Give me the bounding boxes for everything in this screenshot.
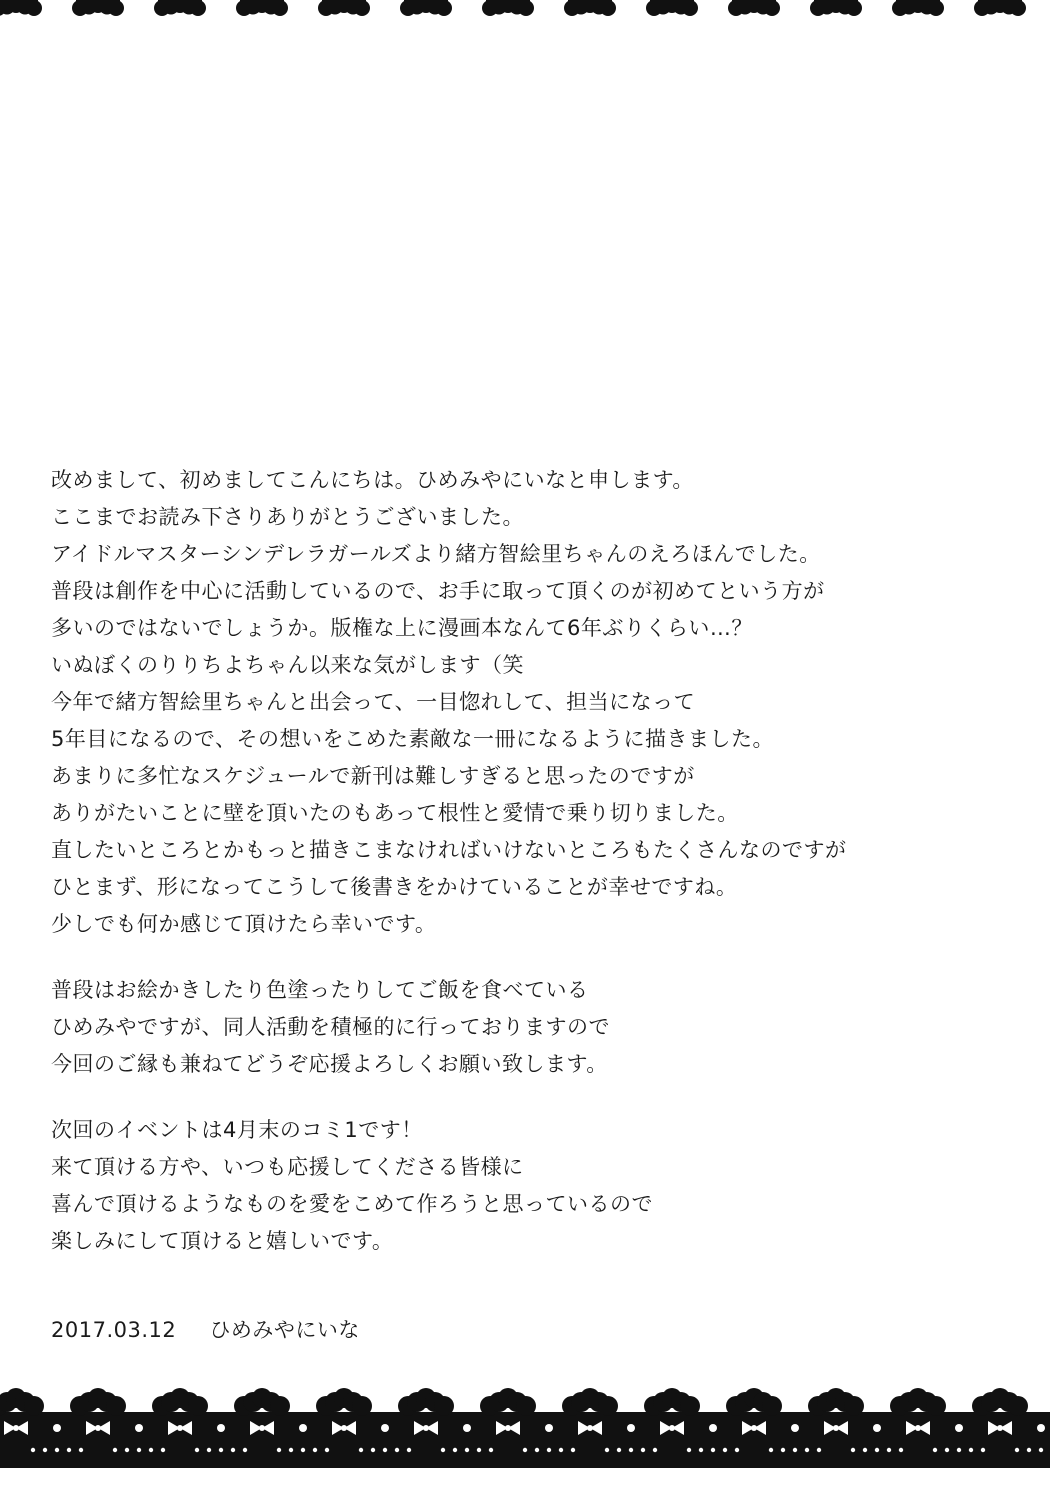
lace-border-top bbox=[0, 0, 1050, 26]
signature bbox=[51, 1312, 360, 1349]
lace-eyelet bbox=[195, 1448, 199, 1452]
lace-scallop bbox=[808, 1388, 864, 1416]
lace-eyelet bbox=[395, 1448, 399, 1452]
lace-flower bbox=[154, 0, 206, 16]
paragraph-3 bbox=[51, 1112, 1011, 1260]
lace-eyelet bbox=[463, 1424, 471, 1432]
lace-eyelet bbox=[887, 1448, 891, 1452]
lace-eyelet bbox=[899, 1448, 903, 1452]
lace-eyelet bbox=[817, 1448, 821, 1452]
lace-eyelet bbox=[687, 1448, 691, 1452]
lace-eyelet bbox=[441, 1448, 445, 1452]
text-line: ひめみやですが、同人活動を積極的に行っておりますので bbox=[51, 1015, 610, 1039]
lace-band bbox=[0, 1412, 1050, 1468]
lace-eyelet bbox=[1039, 1448, 1043, 1452]
lace-eyelet bbox=[957, 1448, 961, 1452]
lace-eyelet bbox=[53, 1424, 61, 1432]
lace-eyelet bbox=[711, 1448, 715, 1452]
lace-eyelet bbox=[383, 1448, 387, 1452]
lace-eyelet bbox=[545, 1424, 553, 1432]
text-line: あまりに多忙なスケジュールで新刊は難しすぎると思ったのですが bbox=[51, 764, 695, 788]
lace-scallop bbox=[972, 1388, 1028, 1416]
lace-flower bbox=[646, 0, 698, 16]
lace-eyelet bbox=[381, 1424, 389, 1432]
text-line: 普段はお絵かきしたり色塗ったりしてご飯を食べている bbox=[51, 978, 589, 1002]
lace-eyelet bbox=[1027, 1448, 1031, 1452]
lace-scallop bbox=[70, 1388, 126, 1416]
text-line: 今回のご縁も兼ねてどうぞ応援よろしくお願い致します。 bbox=[51, 1052, 608, 1076]
lace-eyelet bbox=[231, 1448, 235, 1452]
lace-eyelet bbox=[523, 1448, 527, 1452]
lace-eyelet bbox=[559, 1448, 563, 1452]
lace-eyelet bbox=[149, 1448, 153, 1452]
lace-eyelet bbox=[709, 1424, 717, 1432]
lace-eyelet bbox=[653, 1448, 657, 1452]
lace-eyelet bbox=[125, 1448, 129, 1452]
text-line: ひとまず、形になってこうして後書きをかけていることが幸せですね。 bbox=[51, 875, 738, 899]
lace-eyelet bbox=[325, 1448, 329, 1452]
lace-flower bbox=[564, 0, 616, 16]
text-line: ありがたいことに壁を頂いたのもあって根性と愛情で乗り切りました。 bbox=[51, 801, 739, 825]
lace-eyelet bbox=[617, 1448, 621, 1452]
lace-eyelet bbox=[299, 1424, 307, 1432]
lace-eyelet bbox=[31, 1448, 35, 1452]
lace-eyelet bbox=[641, 1448, 645, 1452]
lace-eyelet bbox=[629, 1448, 633, 1452]
lace-eyelet bbox=[477, 1448, 481, 1452]
lace-flower bbox=[974, 0, 1026, 16]
lace-scallop bbox=[398, 1388, 454, 1416]
lace-eyelet bbox=[43, 1448, 47, 1452]
lace-eyelet bbox=[723, 1448, 727, 1452]
text-line: 5年目になるので、その想いをこめた素敵な一冊になるように描きました。 bbox=[51, 727, 774, 751]
lace-eyelet bbox=[371, 1448, 375, 1452]
text-line: いぬぼくのりりちよちゃん以来な気がします（笑 bbox=[51, 653, 524, 677]
lace-eyelet bbox=[79, 1448, 83, 1452]
lace-eyelet bbox=[289, 1448, 293, 1452]
text-line: 改めまして、初めましてこんにちは。ひめみやにいなと申します。 bbox=[51, 468, 694, 492]
lace-eyelet bbox=[699, 1448, 703, 1452]
lace-eyelet bbox=[969, 1448, 973, 1452]
lace-eyelet bbox=[873, 1424, 881, 1432]
lace-flower bbox=[318, 0, 370, 16]
lace-scallop bbox=[480, 1388, 536, 1416]
lace-eyelet bbox=[605, 1448, 609, 1452]
afterword-text bbox=[51, 462, 1011, 1260]
lace-flower bbox=[810, 0, 862, 16]
signature-author: ひめみやにいな bbox=[209, 1318, 360, 1342]
lace-eyelet bbox=[207, 1448, 211, 1452]
lace-eyelet bbox=[793, 1448, 797, 1452]
lace-eyelet bbox=[113, 1448, 117, 1452]
lace-eyelet bbox=[313, 1448, 317, 1452]
lace-eyelet bbox=[359, 1448, 363, 1452]
lace-eyelet bbox=[161, 1448, 165, 1452]
text-line: 少しでも何か感じて頂けたら幸いです。 bbox=[51, 912, 437, 936]
lace-flower bbox=[236, 0, 288, 16]
lace-scallop bbox=[316, 1388, 372, 1416]
lace-eyelet bbox=[1037, 1424, 1045, 1432]
text-line: 次回のイベントは4月末のコミ1です！ bbox=[51, 1118, 423, 1142]
text-line: 今年で緒方智絵里ちゃんと出会って、一目惚れして、担当になって bbox=[51, 690, 696, 714]
lace-eyelet bbox=[955, 1424, 963, 1432]
lace-eyelet bbox=[571, 1448, 575, 1452]
text-line: 普段は創作を中心に活動しているので、お手に取って頂くのが初めてという方が bbox=[51, 579, 825, 603]
lace-eyelet bbox=[277, 1448, 281, 1452]
lace-eyelet bbox=[465, 1448, 469, 1452]
lace-scallop bbox=[726, 1388, 782, 1416]
lace-eyelet bbox=[453, 1448, 457, 1452]
lace-eyelet bbox=[851, 1448, 855, 1452]
paragraph-gap bbox=[51, 943, 1011, 972]
lace-eyelet bbox=[735, 1448, 739, 1452]
lace-flower bbox=[892, 0, 944, 16]
lace-eyelet bbox=[981, 1448, 985, 1452]
text-line: アイドルマスターシンデレラガールズより緒方智絵里ちゃんのえろほんでした。 bbox=[51, 542, 821, 566]
lace-eyelet bbox=[769, 1448, 773, 1452]
lace-eyelet bbox=[547, 1448, 551, 1452]
lace-flower bbox=[482, 0, 534, 16]
lace-flower bbox=[400, 0, 452, 16]
lace-eyelet bbox=[219, 1448, 223, 1452]
text-line: 多いのではないでしょうか。版権な上に漫画本なんて6年ぶりくらい…？ bbox=[51, 616, 753, 640]
paragraph-gap bbox=[51, 1083, 1011, 1112]
paragraph-1 bbox=[51, 462, 1011, 943]
lace-eyelet bbox=[55, 1448, 59, 1452]
lace-eyelet bbox=[781, 1448, 785, 1452]
lace-eyelet bbox=[407, 1448, 411, 1452]
lace-scallop bbox=[234, 1388, 290, 1416]
paragraph-2 bbox=[51, 972, 1011, 1083]
lace-eyelet bbox=[301, 1448, 305, 1452]
lace-scallop bbox=[152, 1388, 208, 1416]
lace-eyelet bbox=[535, 1448, 539, 1452]
signature-date: 2017.03.12 bbox=[51, 1318, 177, 1342]
text-line: ここまでお読み下さりありがとうございました。 bbox=[51, 505, 524, 529]
lace-flower bbox=[72, 0, 124, 16]
lace-eyelet bbox=[243, 1448, 247, 1452]
lace-scallop bbox=[890, 1388, 946, 1416]
lace-eyelet bbox=[1015, 1448, 1019, 1452]
lace-eyelet bbox=[217, 1424, 225, 1432]
lace-flower bbox=[0, 0, 42, 16]
lace-flower bbox=[728, 0, 780, 16]
text-line: 直したいところとかもっと描きこまなければいけないところもたくさんなのですが bbox=[51, 838, 847, 862]
lace-eyelet bbox=[135, 1424, 143, 1432]
lace-eyelet bbox=[863, 1448, 867, 1452]
lace-eyelet bbox=[805, 1448, 809, 1452]
lace-scallop bbox=[644, 1388, 700, 1416]
lace-eyelet bbox=[489, 1448, 493, 1452]
lace-eyelet bbox=[627, 1424, 635, 1432]
lace-eyelet bbox=[945, 1448, 949, 1452]
lace-border-bottom bbox=[0, 1384, 1050, 1468]
lace-eyelet bbox=[933, 1448, 937, 1452]
lace-scallop bbox=[0, 1388, 44, 1416]
text-line: 楽しみにして頂けると嬉しいです。 bbox=[51, 1229, 394, 1253]
text-line: 喜んで頂けるようなものを愛をこめて作ろうと思っているので bbox=[51, 1192, 653, 1216]
text-line: 来て頂ける方や、いつも応援してくださる皆様に bbox=[51, 1155, 524, 1179]
lace-eyelet bbox=[791, 1424, 799, 1432]
lace-eyelet bbox=[875, 1448, 879, 1452]
lace-eyelet bbox=[67, 1448, 71, 1452]
lace-scallop bbox=[562, 1388, 618, 1416]
lace-eyelet bbox=[137, 1448, 141, 1452]
